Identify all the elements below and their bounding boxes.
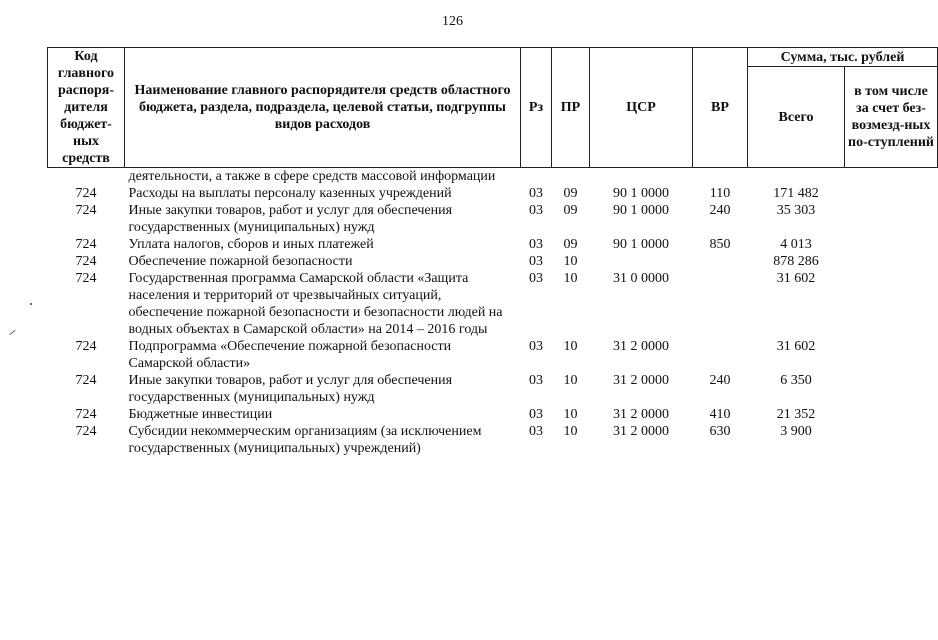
budget-table — [47, 47, 938, 457]
table-row — [48, 270, 938, 338]
cell-rz: 03 — [529, 271, 543, 286]
cell-total: 35 303 — [776, 203, 816, 218]
cell-pr: 10 — [563, 339, 578, 354]
cell-total: 878 286 — [773, 254, 819, 269]
cell-code: 724 — [75, 237, 97, 252]
cell-free — [845, 202, 938, 236]
cell-pr: 10 — [563, 271, 578, 286]
cell-pr: 10 — [563, 424, 578, 439]
cell-rz: 03 — [529, 339, 543, 354]
table-row — [48, 185, 938, 202]
cell-code — [48, 168, 125, 186]
header-rz: Рз — [521, 48, 552, 168]
cell-csr: 90 1 0000 — [613, 203, 669, 218]
table-row — [48, 423, 938, 457]
cell-free — [845, 338, 938, 372]
cell-free — [845, 372, 938, 406]
header-free: в том числе за счет без-возмезд-ных по-ступлений — [845, 67, 938, 168]
cell-pr: 09 — [563, 203, 578, 218]
cell-csr: 90 1 0000 — [613, 237, 669, 252]
cell-csr — [590, 168, 693, 186]
header-vr: ВР — [693, 48, 748, 168]
header-csr: ЦСР — [590, 48, 693, 168]
table-body — [48, 168, 938, 458]
cell-vr — [693, 270, 748, 338]
cell-free — [845, 423, 938, 457]
cell-csr: 31 2 0000 — [613, 339, 669, 354]
cell-csr: 90 1 0000 — [613, 186, 669, 201]
cell-rz: 03 — [529, 203, 543, 218]
cell-pr: 10 — [563, 373, 578, 388]
cell-rz — [521, 168, 552, 186]
cell-free — [845, 270, 938, 338]
cell-total: 31 602 — [776, 339, 816, 354]
cell-code: 724 — [75, 271, 97, 286]
table-row — [48, 338, 938, 372]
cell-vr: 110 — [709, 186, 731, 201]
cell-pr — [552, 168, 590, 186]
cell-total: 4 013 — [780, 237, 812, 252]
cell-csr: 31 2 0000 — [613, 373, 669, 388]
cell-vr — [693, 253, 748, 270]
header-total: Всего — [748, 67, 845, 168]
cell-name: Иные закупки товаров, работ и услуг для обеспечения государственных (муниципальных) нужд — [128, 203, 453, 235]
header-sum: Сумма, тыс. рублей — [748, 48, 938, 67]
cell-vr — [693, 168, 748, 186]
cell-code: 724 — [75, 373, 97, 388]
cell-total: 21 352 — [776, 407, 816, 422]
cell-free — [845, 236, 938, 253]
cell-vr — [693, 338, 748, 372]
cell-vr: 240 — [709, 373, 731, 388]
table-header — [48, 48, 938, 168]
cell-vr: 410 — [709, 407, 731, 422]
cell-rz: 03 — [529, 407, 543, 422]
cell-vr: 850 — [709, 237, 731, 252]
cell-pr: 10 — [563, 254, 578, 269]
cell-vr: 630 — [709, 424, 731, 439]
cell-free — [845, 253, 938, 270]
cell-csr: 31 2 0000 — [613, 424, 669, 439]
scan-artifact-mark — [9, 330, 15, 335]
cell-csr — [590, 253, 693, 270]
cell-free — [845, 406, 938, 423]
cell-rz: 03 — [529, 424, 543, 439]
header-code: Код главного распоря-дителя бюджет-ных средств — [48, 48, 125, 168]
table-row — [48, 406, 938, 423]
cell-total — [748, 168, 845, 186]
header-name: Наименование главного распорядителя средств областного бюджета, раздела, подраздела, целевой статьи, подгруппы видов расходов — [125, 48, 521, 168]
cell-name: Субсидии некоммерческим организациям (за исключением государственных (муниципальных) учреждений) — [128, 424, 482, 456]
cell-total: 171 482 — [773, 186, 819, 201]
cell-free — [845, 185, 938, 202]
header-pr: ПР — [552, 48, 590, 168]
cell-name: Расходы на выплаты персоналу казенных учреждений — [128, 186, 452, 201]
cell-total: 31 602 — [776, 271, 816, 286]
cell-pr: 09 — [563, 186, 578, 201]
table-row — [48, 236, 938, 253]
page-number: 126 — [442, 14, 463, 29]
cell-rz: 03 — [529, 237, 543, 252]
cell-name: Иные закупки товаров, работ и услуг для обеспечения государственных (муниципальных) нужд — [128, 373, 453, 405]
cell-rz: 03 — [529, 186, 543, 201]
cell-code: 724 — [75, 203, 97, 218]
cell-code: 724 — [75, 339, 97, 354]
cell-name: Обеспечение пожарной безопасности — [128, 254, 353, 269]
cell-name: деятельности, а также в сфере средств массовой информации — [128, 169, 496, 184]
table-row — [48, 202, 938, 236]
cell-rz: 03 — [529, 373, 543, 388]
scan-artifact-mark — [30, 303, 32, 305]
cell-csr: 31 0 0000 — [613, 271, 669, 286]
cell-name: Уплата налогов, сборов и иных платежей — [128, 237, 374, 252]
cell-name: Подпрограмма «Обеспечение пожарной безопасности Самарской области» — [128, 339, 452, 371]
cell-pr: 09 — [563, 237, 578, 252]
table-row — [48, 372, 938, 406]
cell-code: 724 — [75, 186, 97, 201]
cell-code: 724 — [75, 407, 97, 422]
cell-pr: 10 — [563, 407, 578, 422]
cell-name: Государственная программа Самарской области «Защита населения и территорий от чрезвычайных ситуаций, обеспечение пожарной безопасности и безопасности людей на водных объектах в Самарской области» на 2014 – 2016 годы — [128, 271, 503, 337]
cell-free — [845, 168, 938, 186]
cell-rz: 03 — [529, 254, 543, 269]
cell-code: 724 — [75, 254, 97, 269]
table-row — [48, 168, 938, 186]
cell-code: 724 — [75, 424, 97, 439]
cell-total: 6 350 — [780, 373, 812, 388]
cell-vr: 240 — [709, 203, 731, 218]
table-row — [48, 253, 938, 270]
cell-name: Бюджетные инвестиции — [128, 407, 273, 422]
cell-csr: 31 2 0000 — [613, 407, 669, 422]
cell-total: 3 900 — [780, 424, 812, 439]
